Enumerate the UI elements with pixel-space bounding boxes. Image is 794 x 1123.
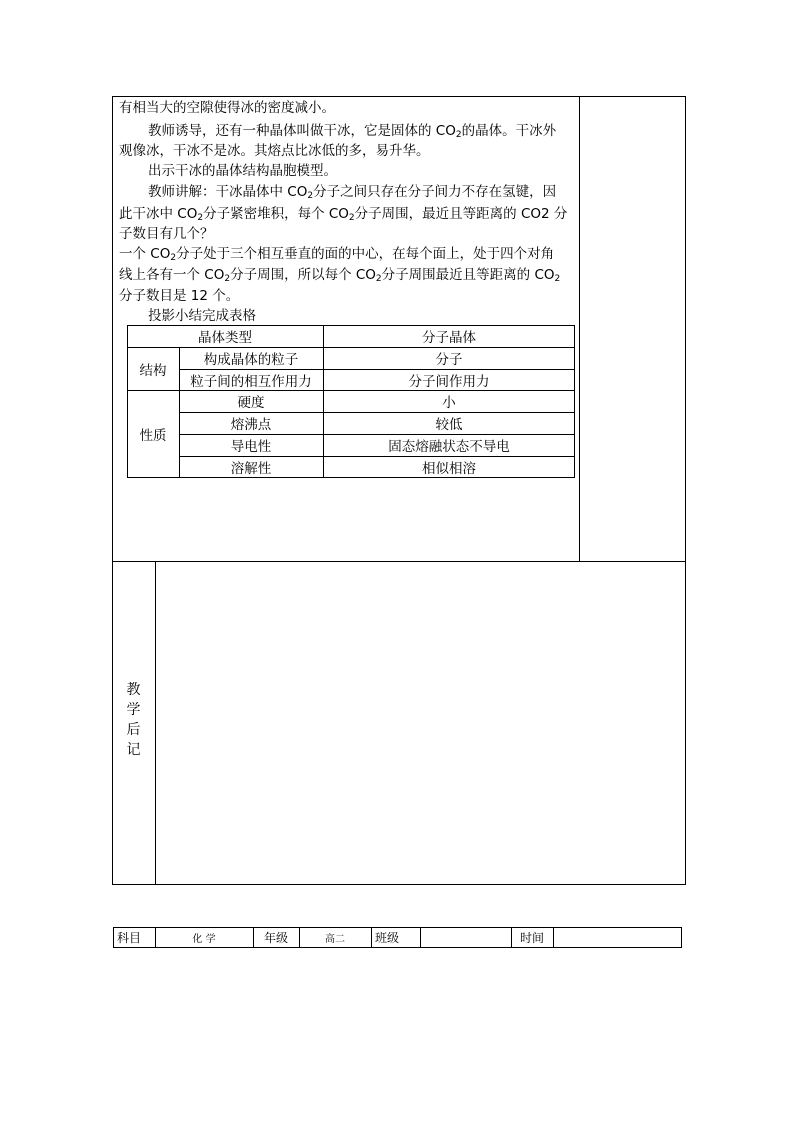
footer-subject-label: 科目	[117, 931, 142, 945]
lesson-paragraph-9: 线上各有一个 $CO_2$分子周围，所以每个 $CO_2$分子周围最近且等距离的 $CO_2$	[119, 267, 561, 284]
summary-row-prop: 粒子间的相互作用力	[190, 373, 312, 390]
footer-info-table	[113, 927, 682, 948]
lesson-paragraph-2: 教师诱导，还有一种晶体叫做干冰，它是固体的 $CO_2$的晶体。干冰外	[148, 123, 557, 140]
footer-grade-value: 高二	[325, 934, 345, 945]
right-column-divider	[579, 96, 580, 562]
summary-row-value: 分子间作用力	[408, 373, 490, 390]
lesson-paragraph-6: 此干冰中 $CO_2$分子紧密堆积，每个 $CO_2$分子周围，最近且等距离的 CO2 分	[119, 206, 568, 223]
summary-row-value: 较低	[435, 417, 463, 433]
lesson-paragraph-7: 子数目有几个？	[119, 226, 214, 242]
lesson-paragraph-3: 观像冰，干冰不是冰。其熔点比冰低的多，易升华。	[119, 143, 430, 159]
lesson-paragraph-4: 出示干冰的晶体结构晶胞模型。	[148, 163, 337, 179]
summary-table	[127, 325, 575, 478]
summary-row-prop: 硬度	[237, 395, 265, 411]
summary-row-prop: 溶解性	[230, 461, 272, 477]
summary-group-structure: 结构	[139, 362, 167, 379]
summary-row-value: 固态熔融状态不导电	[388, 439, 510, 455]
summary-row-value: 相似相溶	[422, 461, 476, 477]
summary-group-properties: 性质	[139, 428, 167, 444]
lesson-paragraph-10: 分子数目是 12 个。	[119, 288, 240, 304]
lesson-paragraph-8: 一个 $CO_2$分子处于三个相互垂直的面的中心，在每个面上，处于四个对角	[119, 246, 555, 263]
summary-row-value: 分子	[435, 352, 463, 368]
footer-class-label: 班级	[375, 931, 400, 945]
summary-row-prop: 构成晶体的粒子	[203, 352, 299, 368]
summary-row-prop: 导电性	[230, 439, 272, 455]
postscript-label-char: 后	[126, 722, 141, 738]
footer-time-value[interactable]	[553, 927, 682, 948]
footer-time-label: 时间	[519, 931, 544, 945]
summary-header-value: 分子晶体	[422, 330, 476, 346]
postscript-label-char: 教	[126, 682, 141, 698]
postscript-content-area[interactable]	[156, 562, 685, 884]
summary-header-type: 晶体类型	[198, 330, 252, 346]
postscript-label-char: 学	[126, 702, 141, 718]
footer-subject-value: 化 学	[192, 934, 216, 945]
lesson-paragraph-1: 有相当大的空隙使得冰的密度减小。	[119, 100, 335, 116]
footer-grade-label: 年级	[263, 931, 288, 945]
summary-row-prop: 熔沸点	[230, 417, 272, 433]
postscript-label-char: 记	[126, 742, 141, 758]
postscript-label	[112, 680, 155, 760]
lesson-paragraph-11: 投影小结完成表格	[148, 308, 256, 324]
summary-row-value: 小	[442, 395, 456, 411]
footer-class-value[interactable]	[420, 927, 511, 948]
lesson-paragraph-5: 教师讲解：干冰晶体中 $CO_2$分子之间只存在分子间力不存在氢键，因	[148, 184, 557, 201]
